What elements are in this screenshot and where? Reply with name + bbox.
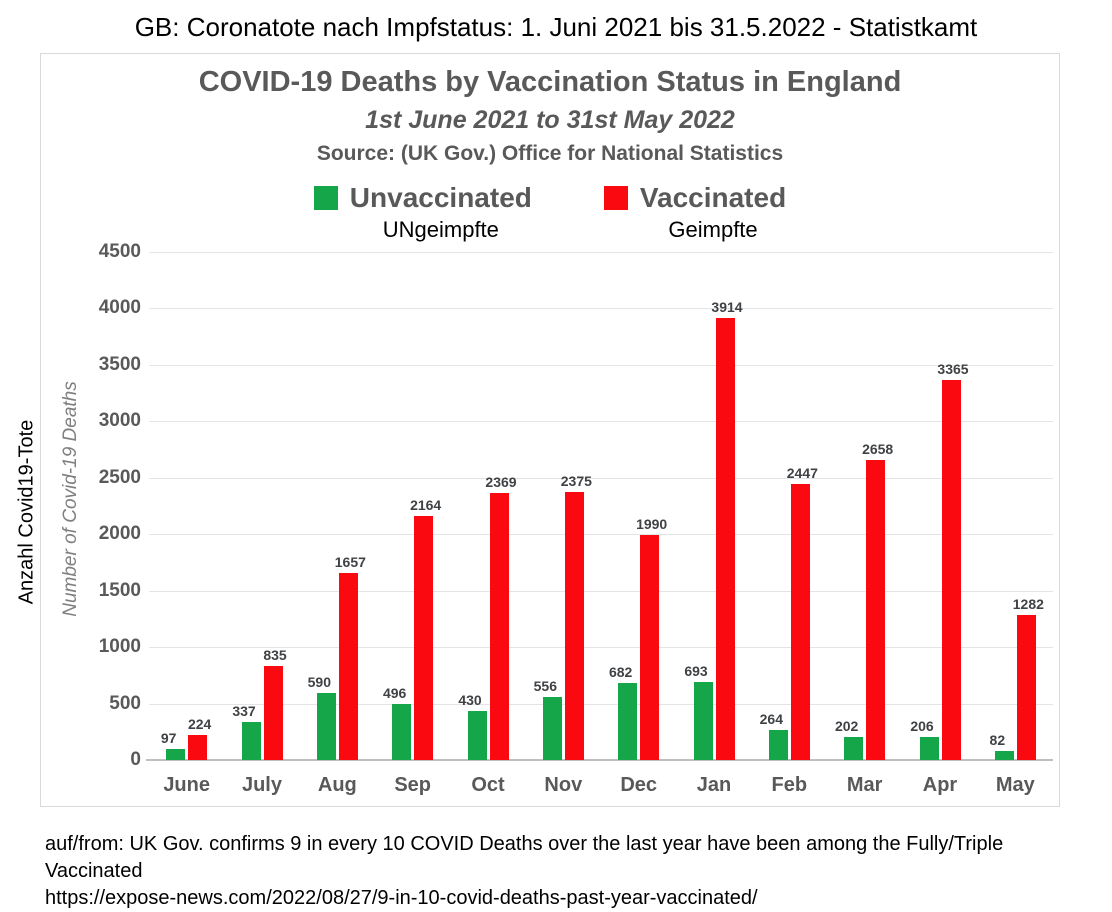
bar-vaccinated [640,535,659,760]
y-axis-tick-label: 500 [109,692,141,714]
bar-vaccinated [414,516,433,760]
x-axis-label: Oct [471,774,505,796]
bar-value-label-vaccinated: 835 [263,647,287,663]
legend [41,182,1059,243]
y-axis-tick-label: 3500 [98,353,141,375]
bar-vaccinated [490,493,509,760]
bar-value-label-vaccinated: 1657 [334,554,366,570]
bar-value-label-vaccinated: 2369 [485,474,517,490]
bar-vaccinated [565,492,584,760]
unvaccinated-swatch-icon [314,186,338,210]
x-axis-label: Aug [317,774,357,796]
x-axis-label: Sep [394,774,431,796]
bar-value-label-vaccinated: 1282 [1012,596,1044,612]
bar-unvaccinated [844,737,863,760]
y-axis-tick-label: 0 [130,749,141,770]
page-title: GB: Coronatote nach Impfstatus: 1. Juni 2021 bis 31.5.2022 - Statistkamt [134,12,978,42]
gridline [149,534,1053,535]
bar-value-label-vaccinated: 2375 [560,473,592,489]
y-axis-title-english: Number of Covid-19 Deaths [60,381,81,617]
bar-value-label-vaccinated: 1990 [636,516,668,532]
bar-unvaccinated [618,683,637,760]
bar-unvaccinated [694,682,713,760]
bar-value-label-unvaccinated: 590 [307,674,331,690]
y-axis-tick-label: 1500 [98,579,141,601]
bar-value-label-unvaccinated: 682 [608,664,633,680]
gridline [149,591,1053,592]
bar-vaccinated [716,318,735,760]
bar-value-label-vaccinated: 224 [187,716,212,732]
x-axis-label: June [163,774,210,796]
gridline [149,365,1053,366]
y-axis-tick-label: 1000 [98,636,141,658]
gridline [149,421,1053,422]
legend-row-vaccinated [604,182,786,214]
legend-row-unvaccinated [314,182,532,214]
bar-value-label-unvaccinated: 496 [382,685,407,701]
chart-source: Source: (UK Gov.) Office for National Statistics [316,142,784,165]
bar-value-label-unvaccinated: 206 [910,718,934,734]
footer-caption: auf/from: UK Gov. confirms 9 in every 10 COVID Deaths over the last year have been among the Fully/Triple Vaccinated [45,833,1004,882]
vaccinated-swatch-icon [604,186,628,210]
x-axis-label: Mar [846,774,883,796]
gridline [149,704,1053,705]
y-axis-tick-label: 3000 [98,410,141,432]
bar-unvaccinated [995,751,1014,760]
legend-item-vaccinated [604,182,786,243]
y-axis-tick-label: 2000 [98,523,141,545]
bar-unvaccinated [468,711,487,760]
legend-sublabel-geimpfte: Geimpfte [668,217,758,242]
bar-unvaccinated [920,737,939,760]
bar-unvaccinated [166,749,185,760]
footer [45,831,1105,912]
chart-frame [40,53,1060,807]
bar-value-label-unvaccinated: 556 [533,678,557,694]
chart-subtitle: 1st June 2021 to 31st May 2022 [365,106,735,134]
x-axis-label: Nov [544,774,583,796]
bar-unvaccinated [769,730,788,760]
legend-label-vaccinated: Vaccinated [639,182,787,213]
bar-vaccinated [866,460,885,760]
x-axis-label: May [995,774,1035,796]
bar-value-label-vaccinated: 3365 [937,361,969,377]
x-axis-label: Jan [696,774,732,796]
bar-unvaccinated [543,697,562,760]
bar-unvaccinated [242,722,261,760]
bar-value-label-unvaccinated: 264 [759,711,783,727]
x-axis-label: Feb [771,774,808,796]
bar-value-label-vaccinated: 2658 [862,441,894,457]
bar-value-label-unvaccinated: 97 [160,730,177,746]
bar-unvaccinated [317,693,336,760]
bar-value-label-vaccinated: 3914 [711,299,743,315]
bar-value-label-unvaccinated: 430 [458,692,482,708]
bar-value-label-vaccinated: 2164 [410,497,442,513]
bar-vaccinated [339,573,358,760]
footer-url: https://expose-news.com/2022/08/27/9-in-10-covid-deaths-past-year-vaccinated/ [45,887,758,909]
bar-value-label-vaccinated: 2447 [786,465,818,481]
gridline [149,252,1053,253]
y-axis-title-german: Anzahl Covid19-Tote [15,419,38,605]
x-axis-label: Apr [922,774,958,796]
x-axis-label: Dec [620,774,658,796]
bar-vaccinated [942,380,961,760]
bar-unvaccinated [392,704,411,760]
legend-sublabel-ungeimpfte: UNgeimpfte [382,217,499,242]
bar-value-label-unvaccinated: 82 [989,732,1006,748]
x-axis-label: July [241,774,282,796]
gridline [149,308,1053,309]
y-axis-tick-label: 2500 [98,466,141,488]
y-axis-tick-label: 4000 [98,297,141,319]
bar-value-label-unvaccinated: 202 [834,718,859,734]
legend-label-unvaccinated: Unvaccinated [349,182,532,213]
legend-item-unvaccinated [314,182,532,243]
y-axis-tick-label: 4500 [98,241,141,262]
bar-value-label-unvaccinated: 337 [232,703,256,719]
plot-area [98,241,1053,796]
bar-value-label-unvaccinated: 693 [684,663,708,679]
chart-title: COVID-19 Deaths by Vaccination Status in England [198,66,902,98]
